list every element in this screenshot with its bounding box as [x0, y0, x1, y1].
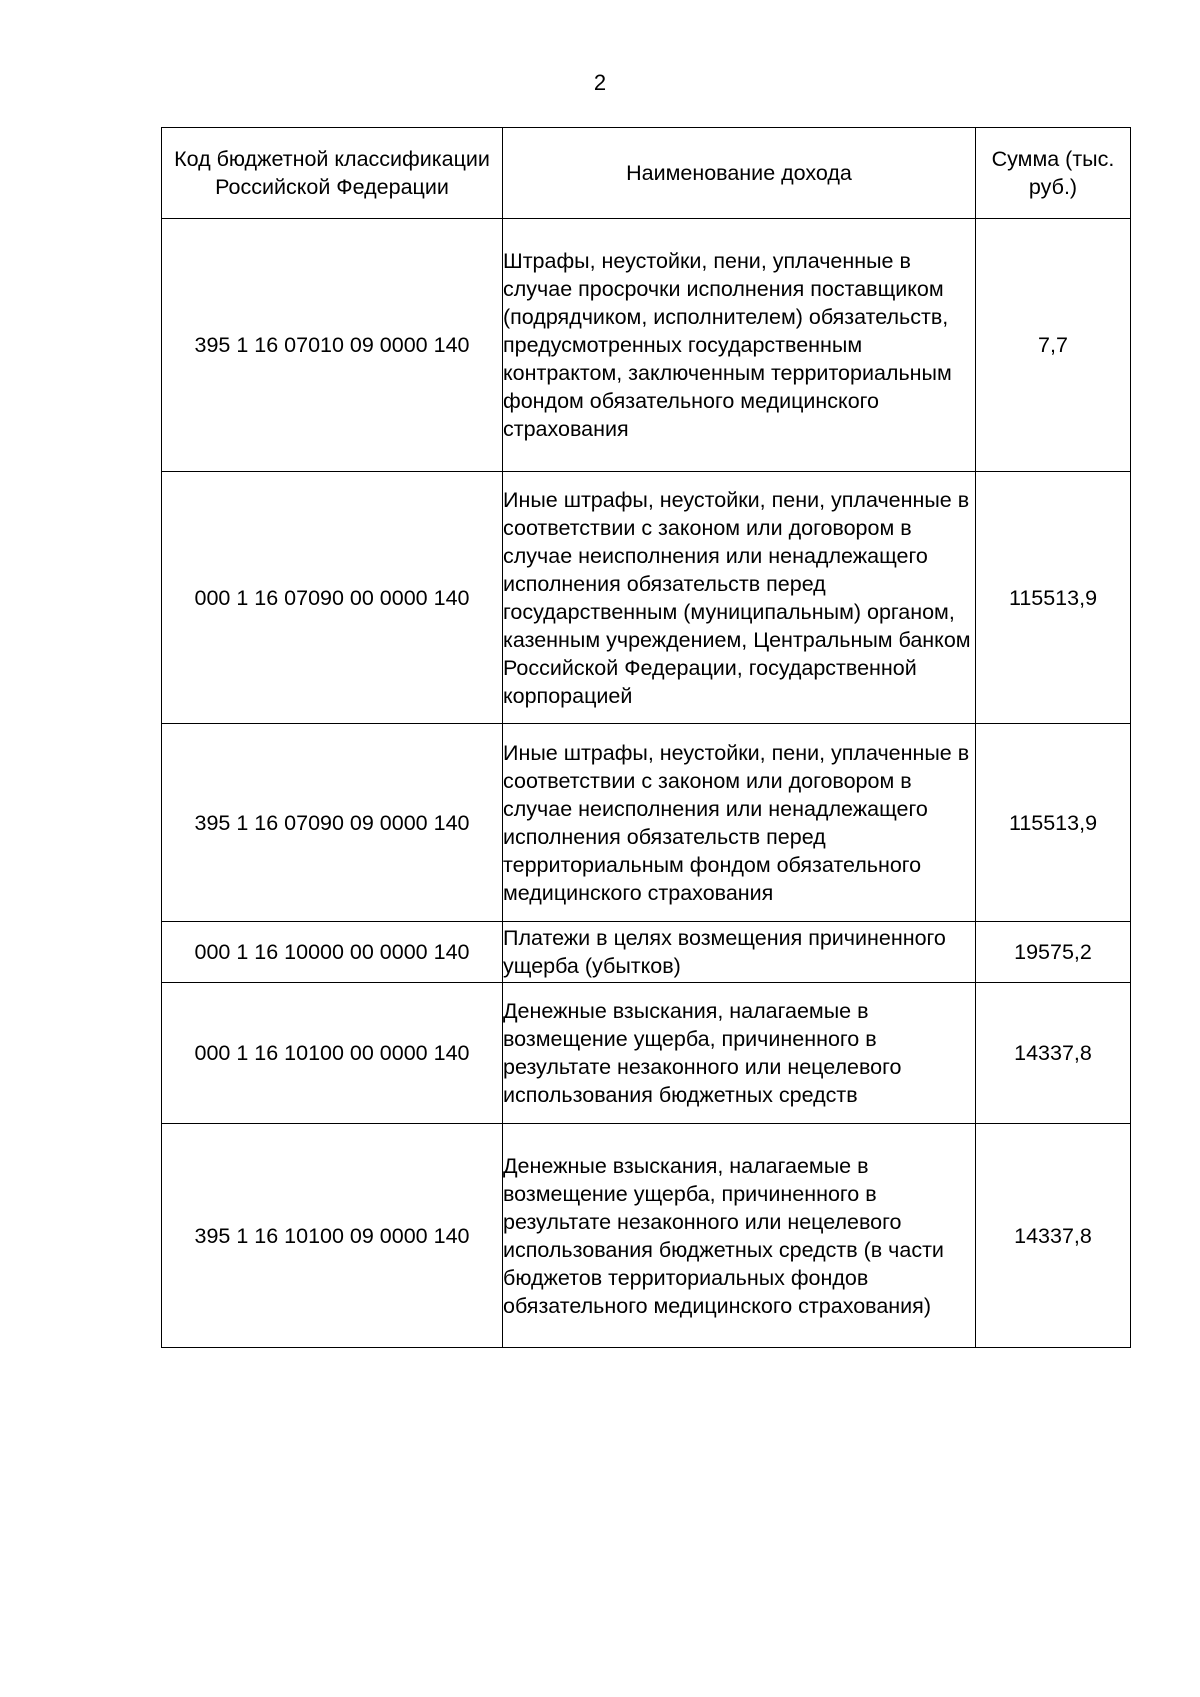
header-code: Код бюджетной классификации Российской Федерации — [162, 128, 503, 219]
row-code: 395 1 16 07010 09 0000 140 — [162, 219, 503, 472]
row-code: 000 1 16 10100 00 0000 140 — [162, 983, 503, 1124]
row-sum: 19575,2 — [976, 922, 1131, 983]
row-sum: 14337,8 — [976, 1124, 1131, 1348]
row-sum: 14337,8 — [976, 983, 1131, 1124]
table-row — [162, 922, 1131, 983]
table-row — [162, 983, 1131, 1124]
row-code: 395 1 16 07090 09 0000 140 — [162, 724, 503, 922]
row-code: 000 1 16 07090 00 0000 140 — [162, 472, 503, 724]
row-code: 395 1 16 10100 09 0000 140 — [162, 1124, 503, 1348]
page-number: 2 — [593, 70, 607, 95]
row-code: 000 1 16 10000 00 0000 140 — [162, 922, 503, 983]
row-sum: 115513,9 — [976, 472, 1131, 724]
header-name: Наименование дохода — [503, 128, 976, 219]
row-name: Иные штрафы, неустойки, пени, уплаченные в соответствии с законом или договором в случае неисполнения или ненадлежащего исполнения обязательств перед государственным (муниципальным) органом, казенным учреждением, Центральным банком Российской Федерации, государственной корпорацией — [503, 472, 976, 724]
table-row — [162, 219, 1131, 472]
table-row — [162, 472, 1131, 724]
row-name: Денежные взыскания, налагаемые в возмещение ущерба, причиненного в результате незаконного или нецелевого использования бюджетных средств (в части бюджетов территориальных фондов обязательного медицинского страхования) — [503, 1124, 976, 1348]
row-sum: 115513,9 — [976, 724, 1131, 922]
row-name: Денежные взыскания, налагаемые в возмещение ущерба, причиненного в результате незаконного или нецелевого использования бюджетных средств — [503, 983, 976, 1124]
row-name: Штрафы, неустойки, пени, уплаченные в случае просрочки исполнения поставщиком (подрядчиком, исполнителем) обязательств, предусмотренных государственным контрактом, заключенным территориальным фондом обязательного медицинского страхования — [503, 219, 976, 472]
income-table — [161, 127, 1131, 1348]
header-sum: Сумма (тыс. руб.) — [976, 128, 1131, 219]
row-name: Платежи в целях возмещения причиненного ущерба (убытков) — [503, 922, 976, 983]
row-sum: 7,7 — [976, 219, 1131, 472]
table-header-row — [162, 128, 1131, 219]
table-row — [162, 724, 1131, 922]
row-name: Иные штрафы, неустойки, пени, уплаченные в соответствии с законом или договором в случае неисполнения или ненадлежащего исполнения обязательств перед территориальным фондом обязательного медицинского страхования — [503, 724, 976, 922]
table-row — [162, 1124, 1131, 1348]
